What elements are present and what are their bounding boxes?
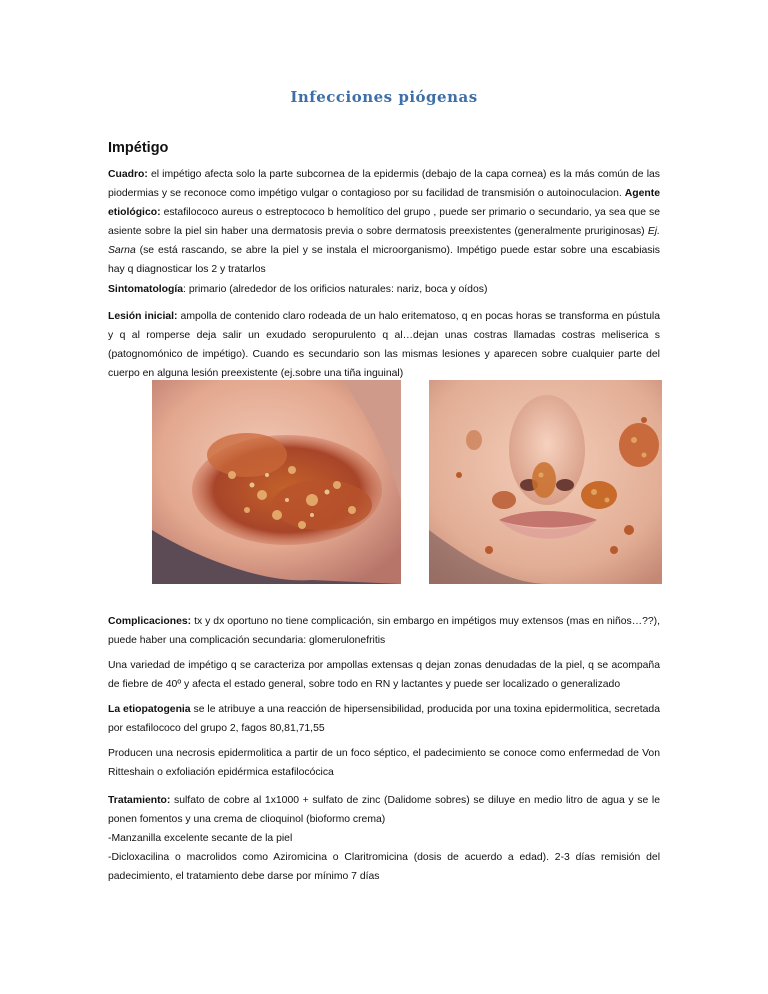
- cuadro-text-end: (se está rascando, se abre la piel y se instala el microorganismo). Impétigo puede estar sobre una escabiasis hay q diagnosticar los 2 y tratarlos: [108, 245, 660, 275]
- lesion-label: Lesión inicial:: [108, 311, 178, 322]
- photo-chin-impetigo: [152, 380, 401, 584]
- complicaciones-text: tx y dx oportuno no tiene complicación, sin embargo en impétigos muy extensos (mas en niños…??), puede haber una complicación secundaria: glomerulonefritis: [108, 616, 660, 646]
- sintomatologia-text: : primario (alrededor de los orificios naturales: nariz, boca y oídos): [183, 284, 488, 295]
- complicaciones-label: Complicaciones:: [108, 616, 192, 627]
- chin-impetigo-image: [152, 380, 401, 584]
- paragraph-tratamiento: [108, 791, 660, 886]
- section-heading: Impétigo: [108, 140, 169, 156]
- tratamiento-line-dicloxacilina: -Dicloxacilina o macrolidos como Aziromicina o Claritromicina (dosis de acuerdo a edad). 2-3 días remisión del padecimiento, el tratamiento debe darse por mínimo 7 días: [108, 852, 660, 882]
- agente-label: Agente etiológico:: [108, 188, 660, 218]
- etiopatogenia-label: La etiopatogenia: [108, 704, 191, 715]
- cuadro-text: el impétigo afecta solo la parte subcornea de la epidermis (debajo de la capa cornea) es la más común de las piodermias y se reconoce como impétigo vulgar o contagioso por su facilidad de transmisión o autoinoculacion.: [108, 169, 660, 199]
- document-title: Infecciones piógenas: [290, 88, 478, 106]
- etiopatogenia-text: se le atribuye a una reacción de hipersensibilidad, producida por una toxina epidermolitica, secretada por estafilococo del grupo 2, fagos 80,81,71,55: [108, 704, 660, 734]
- paragraph-necrosis: Producen una necrosis epidermolitica a partir de un foco séptico, el padecimiento se conoce como enfermedad de Von Ritteshain o exfoliación epidérmica estafilocócica: [108, 748, 660, 778]
- paragraph-complicaciones: [108, 612, 660, 650]
- face-impetigo-image: [429, 380, 662, 584]
- cuadro-label: Cuadro:: [108, 169, 148, 180]
- paragraph-variedad: Una variedad de impétigo q se caracteriza por ampollas extensas q dejan zonas denudadas de la piel, q se acompaña de fiebre de 40º y afecta el estado general, sobre todo en RN y lactantes y puede ser localizado o generalizado: [108, 660, 660, 690]
- tratamiento-label: Tratamiento:: [108, 795, 171, 806]
- tratamiento-text: sulfato de cobre al 1x1000 + sulfato de zinc (Dalidome sobres) se diluye en medio litro de agua y se le ponen fomentos y una crema de clioquinol (bioformo crema): [108, 795, 660, 825]
- sarna-italic: Ej. Sarna: [108, 226, 660, 256]
- sintomatologia-label: Sintomatología: [108, 284, 184, 295]
- paragraph-etiopatogenia: [108, 700, 660, 738]
- agente-text: estafilococo aureus o estreptococo b hemolítico del grupo , puede ser primario o secundario, ya sea que se asiente sobre la piel sin haber una dermatosis previa o sobre dermatosis preexistentes (generalmente pruriginosas): [108, 207, 660, 237]
- lesion-text: ampolla de contenido claro rodeada de un halo eritematoso, q en pocas horas se transforma en pústula y q al romperse deja salir un exudado seropurulento q al…dejan unas costras llamadas costras meliserica s (patognomónico de impétigo). Cuando es secundario son las mismas lesiones y aparecen sobre cualquier parte del cuerpo en alguna lesión preexistente (ej.sobre una tiña inguinal): [108, 311, 660, 379]
- paragraph-cuadro: [108, 165, 660, 279]
- tratamiento-line-manzanilla: -Manzanilla excelente secante de la piel: [108, 833, 293, 844]
- paragraph-lesion-inicial: [108, 307, 660, 383]
- paragraph-sintomatologia: [108, 280, 660, 299]
- photo-face-impetigo: [429, 380, 662, 584]
